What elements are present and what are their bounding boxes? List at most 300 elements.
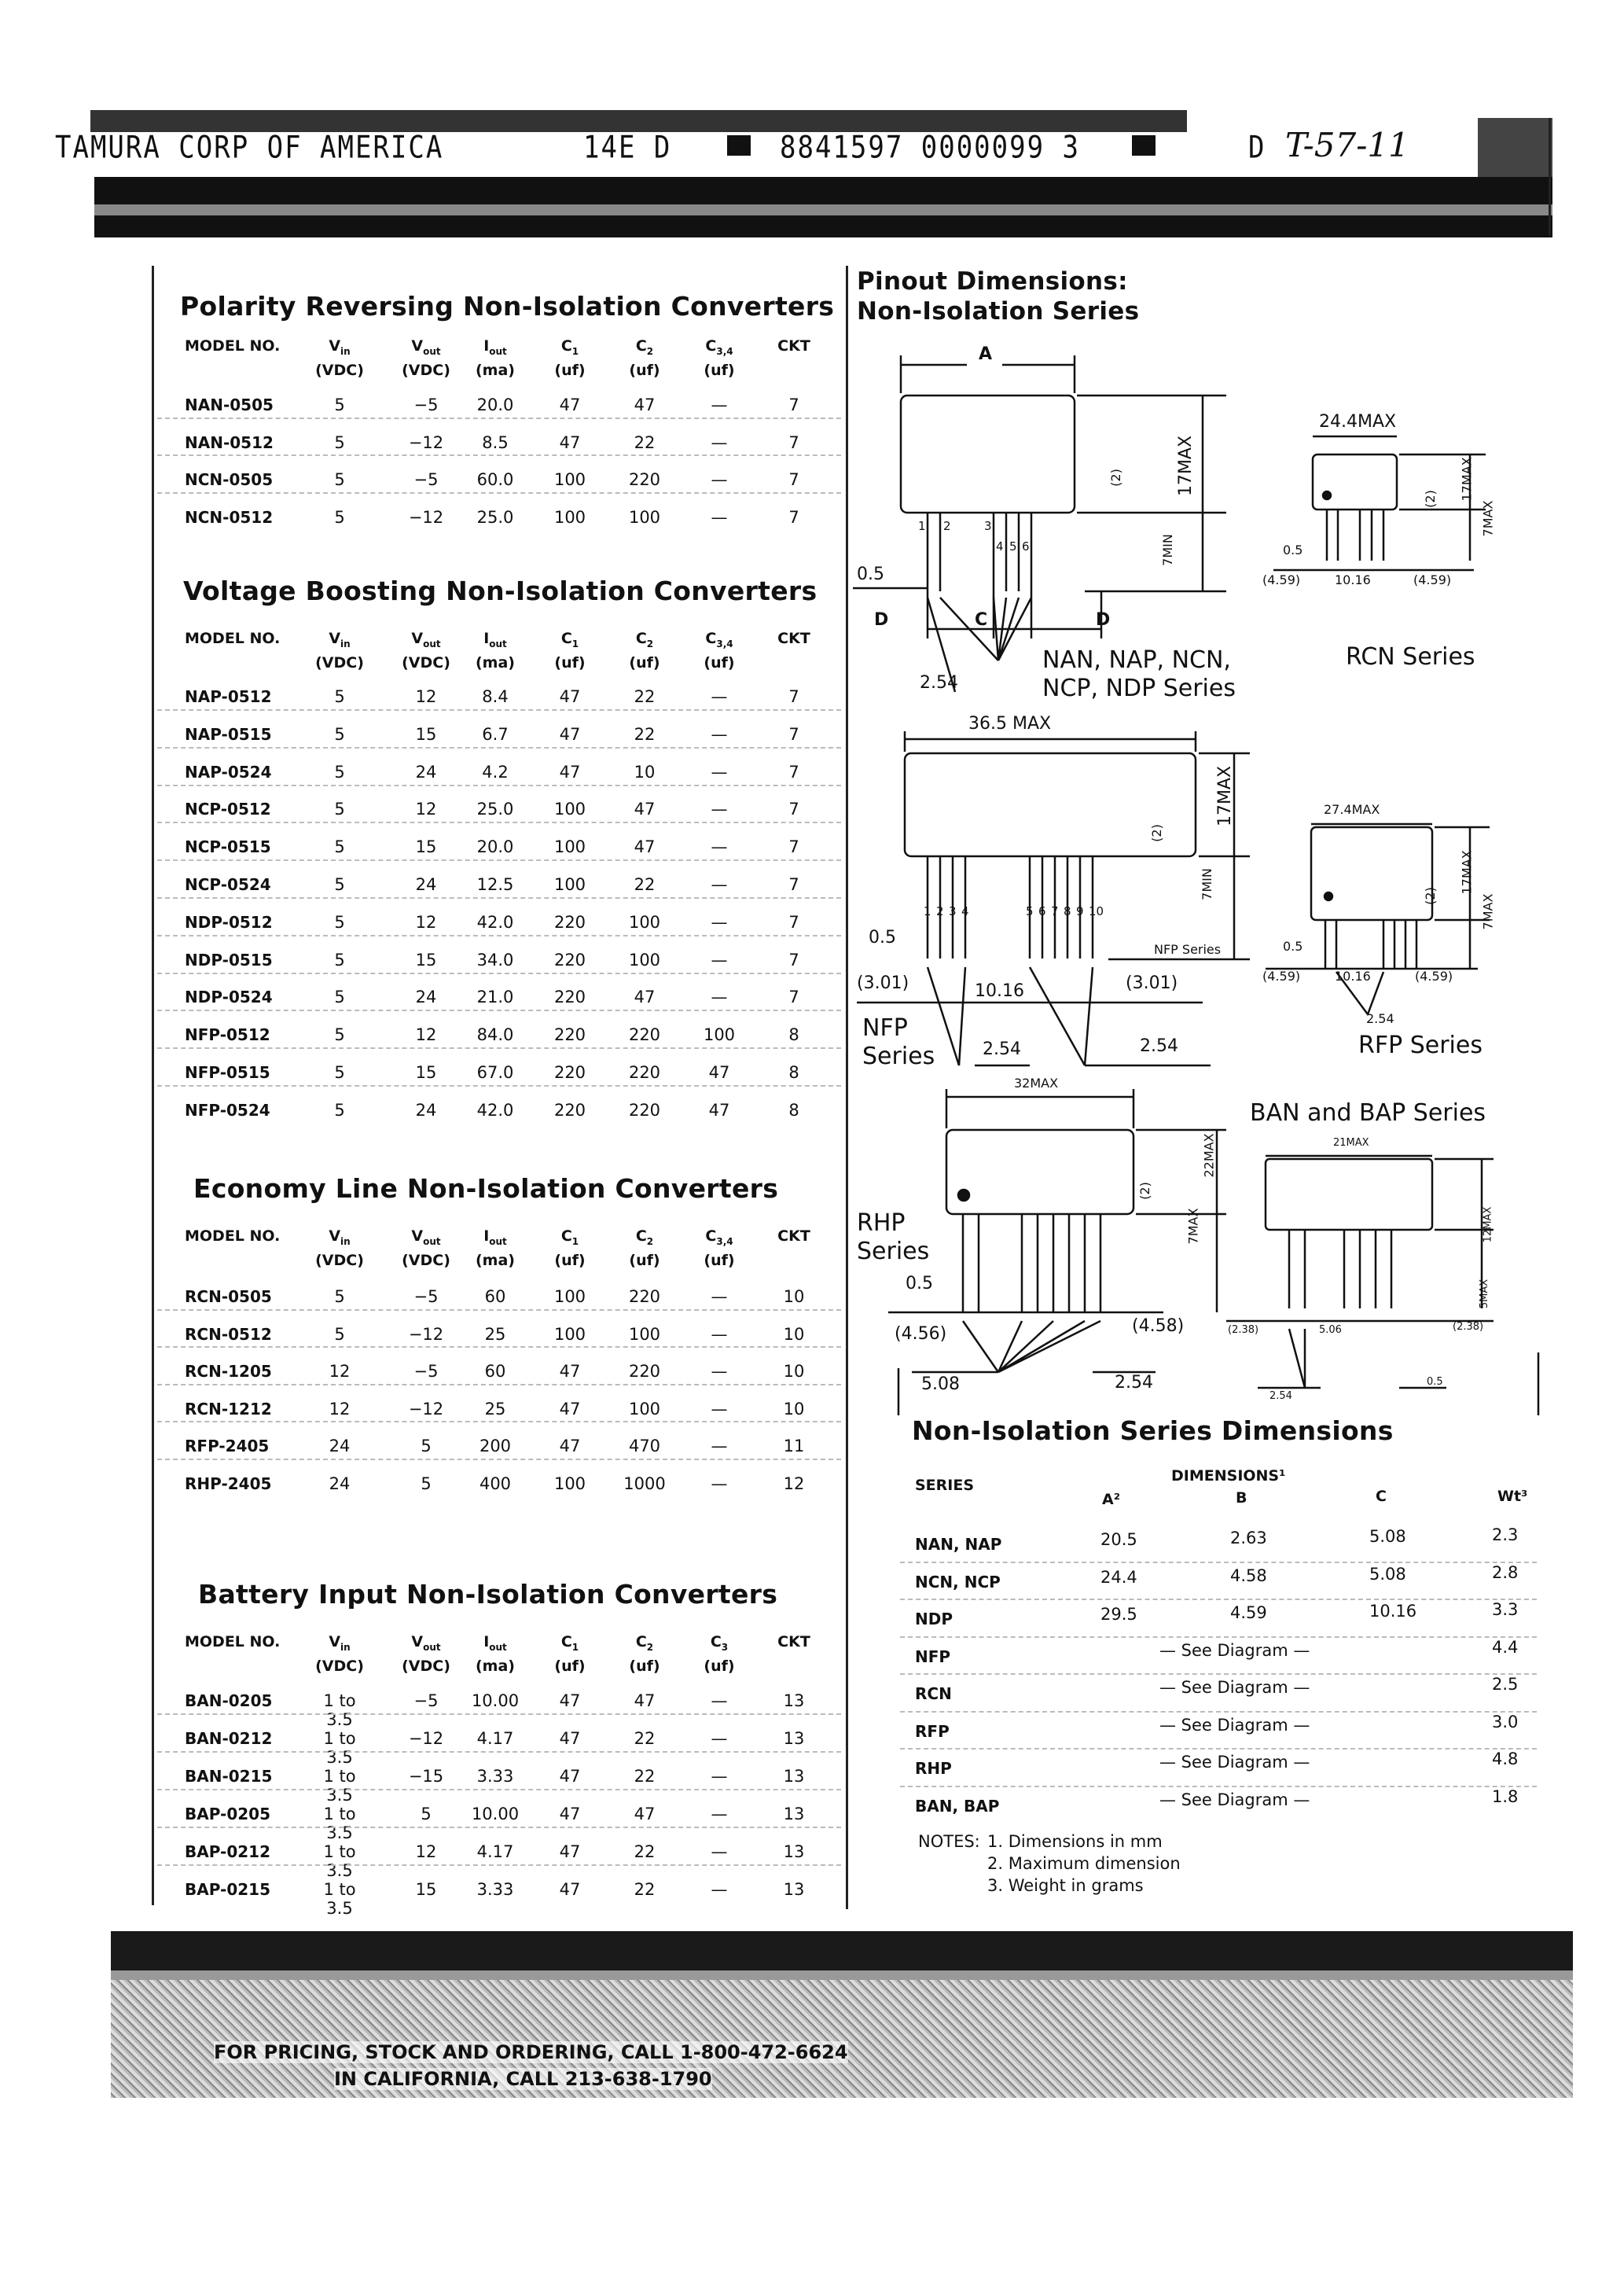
rhp-lead: 0.5: [906, 1274, 933, 1293]
rfp-mid: 10.16: [1335, 969, 1371, 984]
footer-ordering-phone: FOR PRICING, STOCK AND ORDERING, CALL 1-800-472-6624: [214, 2041, 848, 2063]
model-number: NCP-0512: [185, 800, 271, 819]
nan-dim-d2: D: [1096, 610, 1111, 630]
header-unit: (uf): [629, 1251, 660, 1269]
model-number: NCN-0512: [185, 507, 274, 527]
model-number: RCN-1205: [185, 1362, 272, 1381]
header-subscript: 1: [571, 638, 579, 649]
table-cell: 7: [788, 762, 799, 782]
header-subscript: 3,4: [716, 345, 733, 357]
note-item: 3. Weight in grams: [987, 1876, 1144, 1895]
table-cell: 4.17: [476, 1842, 514, 1861]
header-unit: (VDC): [402, 653, 450, 672]
table-cell: —: [711, 470, 728, 489]
dim-b: 2.63: [1230, 1529, 1267, 1547]
rfp-series-label: RFP Series: [1358, 1032, 1483, 1059]
header-subscript: out: [489, 1641, 507, 1653]
table-cell: 10: [783, 1362, 805, 1381]
header-subscript: 1: [571, 1235, 579, 1247]
table-cell: 10.00: [471, 1691, 520, 1710]
table-cell: 47: [634, 837, 656, 857]
rhp-series-label: RHP: [857, 1209, 906, 1237]
header-subscript: 1: [571, 345, 579, 357]
rhp-left: (4.56): [895, 1324, 947, 1344]
polarity-table-title: Polarity Reversing Non-Isolation Converters: [180, 291, 835, 322]
rfp-package-drawing: [1266, 824, 1490, 1014]
table-cell: 7: [788, 687, 799, 706]
footer-california-phone: IN CALIFORNIA, CALL 213-638-1790: [334, 2068, 712, 2090]
column-header-group: DIMENSIONS¹: [1171, 1467, 1286, 1485]
series-name: RFP: [915, 1721, 950, 1741]
header-symbol: C: [635, 337, 647, 355]
table-cell: 12.5: [476, 875, 514, 894]
table-cell: —: [711, 1691, 728, 1710]
table-cell: 25.0: [476, 800, 514, 819]
table-cell: 4.17: [476, 1729, 514, 1748]
table-cell: 100: [628, 1399, 661, 1418]
model-number: RFP-2405: [185, 1437, 270, 1455]
pin-number: 3: [984, 519, 992, 533]
table-cell: 220: [553, 912, 586, 932]
header-subscript: 2: [646, 1235, 654, 1247]
column-header: B: [1236, 1489, 1247, 1507]
dim-c: 5.08: [1369, 1527, 1406, 1546]
column-header: [464, 1632, 527, 1676]
note-item: 2. Maximum dimension: [987, 1854, 1181, 1873]
rhp-height: 22MAX: [1201, 1133, 1217, 1178]
table-cell: 100: [628, 507, 661, 527]
table-cell: 1 to 3.5: [323, 1842, 356, 1880]
header-doc-prefix: D: [1248, 130, 1266, 166]
table-cell: 15: [415, 837, 437, 857]
table-cell: 15: [415, 1063, 437, 1082]
pin-number: 4: [961, 904, 969, 918]
model-number: BAP-0212: [185, 1842, 270, 1861]
table-cell: 7: [788, 507, 799, 527]
table-cell: 12: [415, 1842, 437, 1861]
rcn-width: 24.4MAX: [1319, 412, 1397, 432]
table-cell: 220: [628, 1063, 661, 1082]
header-symbol: C: [635, 1227, 647, 1245]
header-unit: (VDC): [315, 361, 364, 379]
table-cell: 42.0: [476, 1100, 514, 1120]
header-unit: (uf): [704, 1251, 735, 1269]
table-cell: 100: [553, 470, 586, 489]
table-cell: 47: [559, 1399, 581, 1418]
pinout-subtitle: Non-Isolation Series: [857, 297, 1140, 326]
table-cell: 1 to 3.5: [323, 1691, 356, 1729]
nfp-lead: 0.5: [869, 928, 896, 947]
nfp-left: (3.01): [857, 973, 909, 993]
nan-pitch: 2.54: [920, 673, 958, 693]
header-unit: (uf): [554, 1657, 586, 1675]
table-cell: —: [711, 396, 728, 414]
weight: 3.3: [1492, 1600, 1519, 1619]
header-batch: 8841597 0000099 3: [780, 130, 1080, 166]
table-cell: —: [711, 912, 728, 932]
table-cell: 47: [559, 432, 581, 452]
pin-number: 10: [1089, 904, 1104, 918]
pin-number: 7: [1051, 904, 1059, 918]
nfp-gap: (2): [1148, 824, 1164, 842]
table-cell: 5: [334, 1324, 345, 1344]
table-cell: 13: [783, 1729, 805, 1748]
table-cell: —: [711, 875, 728, 894]
model-number: NAN-0512: [185, 432, 274, 452]
see-diagram-note: — See Diagram —: [1159, 1640, 1310, 1660]
table-cell: 7: [788, 912, 799, 932]
table-cell: 25: [484, 1399, 506, 1418]
table-cell: 7: [788, 800, 799, 819]
rcn-pin-length: 7MAX: [1480, 500, 1496, 537]
table-cell: 12: [415, 1025, 437, 1045]
header-unit: (VDC): [402, 361, 450, 379]
table-cell: 12: [329, 1362, 351, 1381]
header-unit: (VDC): [402, 1657, 450, 1675]
table-cell: 7: [788, 950, 799, 970]
table-cell: 5: [334, 1287, 345, 1306]
table-cell: 24: [329, 1474, 351, 1493]
header-unit: (ma): [476, 1251, 515, 1269]
table-cell: 47: [559, 687, 581, 706]
footer-band-grey: [111, 1970, 1573, 1980]
table-cell: 25.0: [476, 507, 514, 527]
header-symbol: C: [635, 1633, 647, 1650]
table-cell: —: [711, 950, 728, 970]
nan-series-label-2: NCP, NDP Series: [1042, 675, 1236, 702]
model-number: NAP-0512: [185, 687, 272, 706]
header-subscript: out: [489, 345, 507, 357]
table-cell: 100: [553, 875, 586, 894]
table-cell: 47: [634, 800, 656, 819]
pin-number: 6: [1022, 539, 1030, 554]
table-cell: 10: [783, 1287, 805, 1306]
pin-number: 1: [924, 904, 931, 918]
battery-table-title: Battery Input Non-Isolation Converters: [198, 1579, 778, 1610]
model-number: NFP-0515: [185, 1063, 270, 1082]
ban-pitch: 2.54: [1269, 1390, 1292, 1402]
table-cell: 24: [415, 1100, 437, 1120]
note-item: 1. Dimensions in mm: [987, 1832, 1163, 1851]
table-cell: 15: [415, 724, 437, 744]
ban-mid: 5.06: [1319, 1324, 1342, 1336]
model-number: NAP-0524: [185, 762, 272, 782]
nfp-series-label-2: Series: [862, 1043, 935, 1070]
table-cell: —: [711, 507, 728, 527]
weight: 2.8: [1492, 1562, 1519, 1582]
header-unit: (ma): [476, 1657, 515, 1675]
table-cell: 5: [334, 1100, 345, 1120]
header-unit: (VDC): [315, 653, 364, 672]
ban-package-drawing: [1226, 1156, 1494, 1388]
model-number: NDP-0524: [185, 988, 273, 1007]
table-cell: —: [711, 724, 728, 744]
weight: 1.8: [1492, 1786, 1519, 1806]
table-cell: 24: [415, 988, 437, 1007]
header-unit: (uf): [704, 653, 735, 672]
nan-dim-c: C: [975, 610, 988, 630]
rcn-series-label: RCN Series: [1346, 643, 1475, 671]
model-number: RCN-0505: [185, 1287, 272, 1306]
header-subscript: out: [489, 1235, 507, 1247]
nan-package-drawing: [853, 355, 1226, 692]
table-cell: 7: [788, 837, 799, 857]
table-cell: —: [711, 1805, 728, 1823]
table-cell: 20.0: [476, 396, 514, 414]
dim-a: 24.4: [1100, 1567, 1137, 1587]
header-symbol: V: [411, 337, 424, 355]
header-subscript: out: [423, 1235, 441, 1247]
table-cell: 220: [553, 950, 586, 970]
series-name: NAN, NAP: [915, 1535, 1002, 1554]
table-cell: 220: [628, 1100, 661, 1120]
series-name: BAN, BAP: [915, 1796, 1000, 1816]
header-symbol: C: [560, 1633, 572, 1650]
rhp-width: 32MAX: [1014, 1076, 1059, 1091]
header-symbol: C: [705, 1227, 717, 1245]
dim-a: 29.5: [1100, 1605, 1137, 1624]
model-number: NFP-0512: [185, 1025, 270, 1045]
table-cell: 21.0: [476, 988, 514, 1007]
table-cell: 8: [788, 1025, 799, 1045]
ban-lead: 0.5: [1427, 1376, 1443, 1388]
header-symbol: I: [483, 630, 490, 647]
nfp-mid: 10.16: [975, 981, 1024, 1001]
table-cell: 24: [415, 875, 437, 894]
table-cell: 1 to 3.5: [323, 1767, 356, 1805]
table-cell: 24: [415, 762, 437, 782]
table-cell: 7: [788, 470, 799, 489]
company-name: TAMURA CORP OF AMERICA: [55, 130, 444, 166]
table-cell: −5: [413, 1287, 439, 1306]
table-cell: 47: [634, 988, 656, 1007]
header-unit: (ma): [476, 653, 515, 672]
table-cell: 47: [559, 1805, 581, 1823]
weight: 4.4: [1492, 1637, 1519, 1657]
table-cell: 22: [634, 1880, 656, 1899]
header-unit: (VDC): [315, 1657, 364, 1675]
model-number: RHP-2405: [185, 1474, 272, 1493]
nan-dim-d1: D: [874, 610, 889, 630]
header-unit: (uf): [704, 361, 735, 379]
see-diagram-note: — See Diagram —: [1159, 1753, 1310, 1772]
table-cell: 47: [559, 1842, 581, 1861]
table-cell: −12: [408, 432, 444, 452]
table-cell: 8: [788, 1063, 799, 1082]
dim-a: 20.5: [1100, 1530, 1137, 1549]
header-symbol: C: [560, 630, 572, 647]
footer-band-textured: [111, 1980, 1573, 2098]
row-divider: [900, 1748, 1537, 1750]
pin-number: 5: [1026, 904, 1034, 918]
table-cell: —: [711, 1324, 728, 1344]
ban-series-label: BAN and BAP Series: [1250, 1099, 1486, 1127]
header-symbol: CKT: [777, 1633, 810, 1650]
row-divider: [900, 1786, 1537, 1787]
header-symbol: V: [411, 1227, 424, 1245]
table-cell: 60: [484, 1287, 506, 1306]
column-header: [308, 1632, 371, 1676]
table-cell: —: [711, 837, 728, 857]
rhp-series-label-2: Series: [857, 1238, 930, 1265]
model-number: BAN-0212: [185, 1729, 273, 1748]
model-number: RCN-0512: [185, 1324, 272, 1344]
handwritten-ref: T-57-11: [1285, 126, 1409, 164]
table-cell: 22: [634, 432, 656, 452]
rfp-gap: (2): [1422, 887, 1438, 905]
table-cell: 100: [553, 1474, 586, 1493]
nfp-pin-length: 7MIN: [1199, 868, 1214, 900]
dim-b: 4.58: [1230, 1566, 1267, 1585]
table-cell: 5: [334, 1025, 345, 1045]
rcn-lead: 0.5: [1283, 543, 1303, 557]
rhp-pin-length: 7MAX: [1185, 1208, 1201, 1245]
table-cell: 7: [788, 988, 799, 1007]
table-cell: 5: [421, 1437, 432, 1455]
rcn-mid: 10.16: [1335, 572, 1371, 587]
table-cell: 7: [788, 875, 799, 894]
table-cell: −5: [413, 396, 439, 414]
nfp-series-label: NFP: [862, 1014, 908, 1042]
table-cell: —: [711, 1399, 728, 1418]
column-header: Wt³: [1497, 1488, 1528, 1505]
weight: 3.0: [1492, 1712, 1519, 1731]
header-symbol: CKT: [777, 1227, 810, 1245]
header-subscript: out: [423, 638, 441, 649]
dimensions-title: Non-Isolation Series Dimensions: [912, 1415, 1394, 1446]
model-number: BAN-0215: [185, 1767, 273, 1786]
column-header: A²: [1102, 1491, 1121, 1508]
rfp-right: (4.59): [1415, 969, 1453, 984]
ban-left: (2.38): [1228, 1324, 1259, 1336]
header-unit: (uf): [554, 1251, 586, 1269]
column-header: [613, 1632, 676, 1676]
weight: 4.8: [1492, 1750, 1519, 1768]
table-cell: 13: [783, 1805, 805, 1823]
table-cell: 47: [559, 1437, 581, 1455]
table-cell: 100: [553, 1287, 586, 1306]
model-number: NDP-0515: [185, 950, 273, 970]
series-name: RCN: [915, 1684, 952, 1703]
table-cell: 47: [634, 1805, 656, 1823]
ban-pin-length: 5MAX: [1479, 1279, 1491, 1309]
model-number: BAP-0215: [185, 1880, 270, 1899]
pin-number: 8: [1064, 904, 1071, 918]
table-cell: 7: [788, 724, 799, 744]
nfp-right: (3.01): [1126, 973, 1178, 993]
table-cell: 100: [553, 1324, 586, 1344]
header-subscript: 2: [646, 1641, 654, 1653]
table-cell: 7: [788, 396, 799, 414]
table-cell: 60: [484, 1362, 506, 1381]
table-cell: 100: [553, 507, 586, 527]
table-cell: —: [711, 1767, 728, 1786]
row-divider: [157, 1827, 841, 1828]
ban-right: (2.38): [1453, 1321, 1484, 1333]
header-subscript: in: [340, 1235, 351, 1247]
header-subscript: in: [340, 638, 351, 649]
table-cell: 4.2: [482, 762, 509, 782]
dim-c: 5.08: [1369, 1564, 1406, 1584]
table-cell: 15: [415, 1880, 437, 1899]
rcn-package-drawing: [1273, 436, 1486, 570]
table-cell: 47: [559, 762, 581, 782]
table-cell: −15: [408, 1767, 444, 1786]
rfp-left: (4.59): [1262, 969, 1301, 984]
model-number: NCN-0505: [185, 470, 274, 489]
header-symbol: I: [483, 337, 490, 355]
row-divider: [900, 1599, 1537, 1600]
row-divider: [157, 1713, 841, 1715]
table-cell: 200: [479, 1437, 512, 1455]
rhp-pitch-2: 2.54: [1115, 1373, 1153, 1393]
table-cell: 5: [334, 950, 345, 970]
nan-gap: (2): [1108, 469, 1123, 487]
economy-table-title: Economy Line Non-Isolation Converters: [193, 1173, 779, 1204]
table-cell: 13: [783, 1767, 805, 1786]
table-cell: —: [711, 1287, 728, 1306]
model-number: NCP-0515: [185, 837, 271, 857]
table-cell: 22: [634, 1767, 656, 1786]
table-cell: 47: [559, 1362, 581, 1381]
table-cell: 12: [783, 1474, 805, 1493]
row-divider: [900, 1562, 1537, 1563]
table-cell: 8.5: [482, 432, 509, 452]
rfp-height: 17MAX: [1459, 850, 1475, 895]
table-cell: 5: [334, 1063, 345, 1082]
table-cell: 5: [334, 507, 345, 527]
header-symbol: MODEL NO.: [185, 1633, 281, 1650]
table-cell: 47: [634, 1691, 656, 1710]
table-cell: 13: [783, 1880, 805, 1899]
row-divider: [157, 1751, 841, 1753]
table-cell: —: [711, 687, 728, 706]
table-cell: 400: [479, 1474, 512, 1493]
table-cell: 1 to 3.5: [323, 1880, 356, 1918]
table-cell: 47: [634, 396, 656, 414]
nfp-pitch-2: 2.54: [1140, 1036, 1178, 1056]
nan-dim-a: A: [979, 344, 993, 364]
rcn-right: (4.59): [1413, 572, 1452, 587]
table-cell: 220: [628, 1362, 661, 1381]
table-cell: 10: [783, 1399, 805, 1418]
dim-c: 10.16: [1369, 1602, 1417, 1621]
table-cell: 470: [628, 1437, 661, 1455]
row-divider: [900, 1673, 1537, 1675]
series-name: NDP: [915, 1610, 953, 1628]
table-cell: 5: [334, 762, 345, 782]
header-symbol: V: [329, 1227, 341, 1245]
header-subscript: out: [423, 345, 441, 357]
pinout-title: Pinout Dimensions:: [857, 267, 1128, 296]
see-diagram-note: — See Diagram —: [1159, 1678, 1310, 1697]
table-cell: 3.33: [476, 1880, 514, 1899]
table-cell: −5: [413, 470, 439, 489]
table-cell: 22: [634, 724, 656, 744]
table-cell: 20.0: [476, 837, 514, 857]
table-cell: —: [711, 1362, 728, 1381]
table-cell: 34.0: [476, 950, 514, 970]
table-cell: —: [711, 432, 728, 452]
table-cell: 5: [334, 432, 345, 452]
header-subscript: out: [423, 1641, 441, 1653]
table-cell: 5: [334, 912, 345, 932]
header-symbol: V: [329, 337, 341, 355]
model-number: BAP-0205: [185, 1805, 270, 1823]
header-symbol: MODEL NO.: [185, 630, 281, 647]
model-number: BAN-0205: [185, 1691, 273, 1710]
model-number: NDP-0512: [185, 912, 273, 932]
